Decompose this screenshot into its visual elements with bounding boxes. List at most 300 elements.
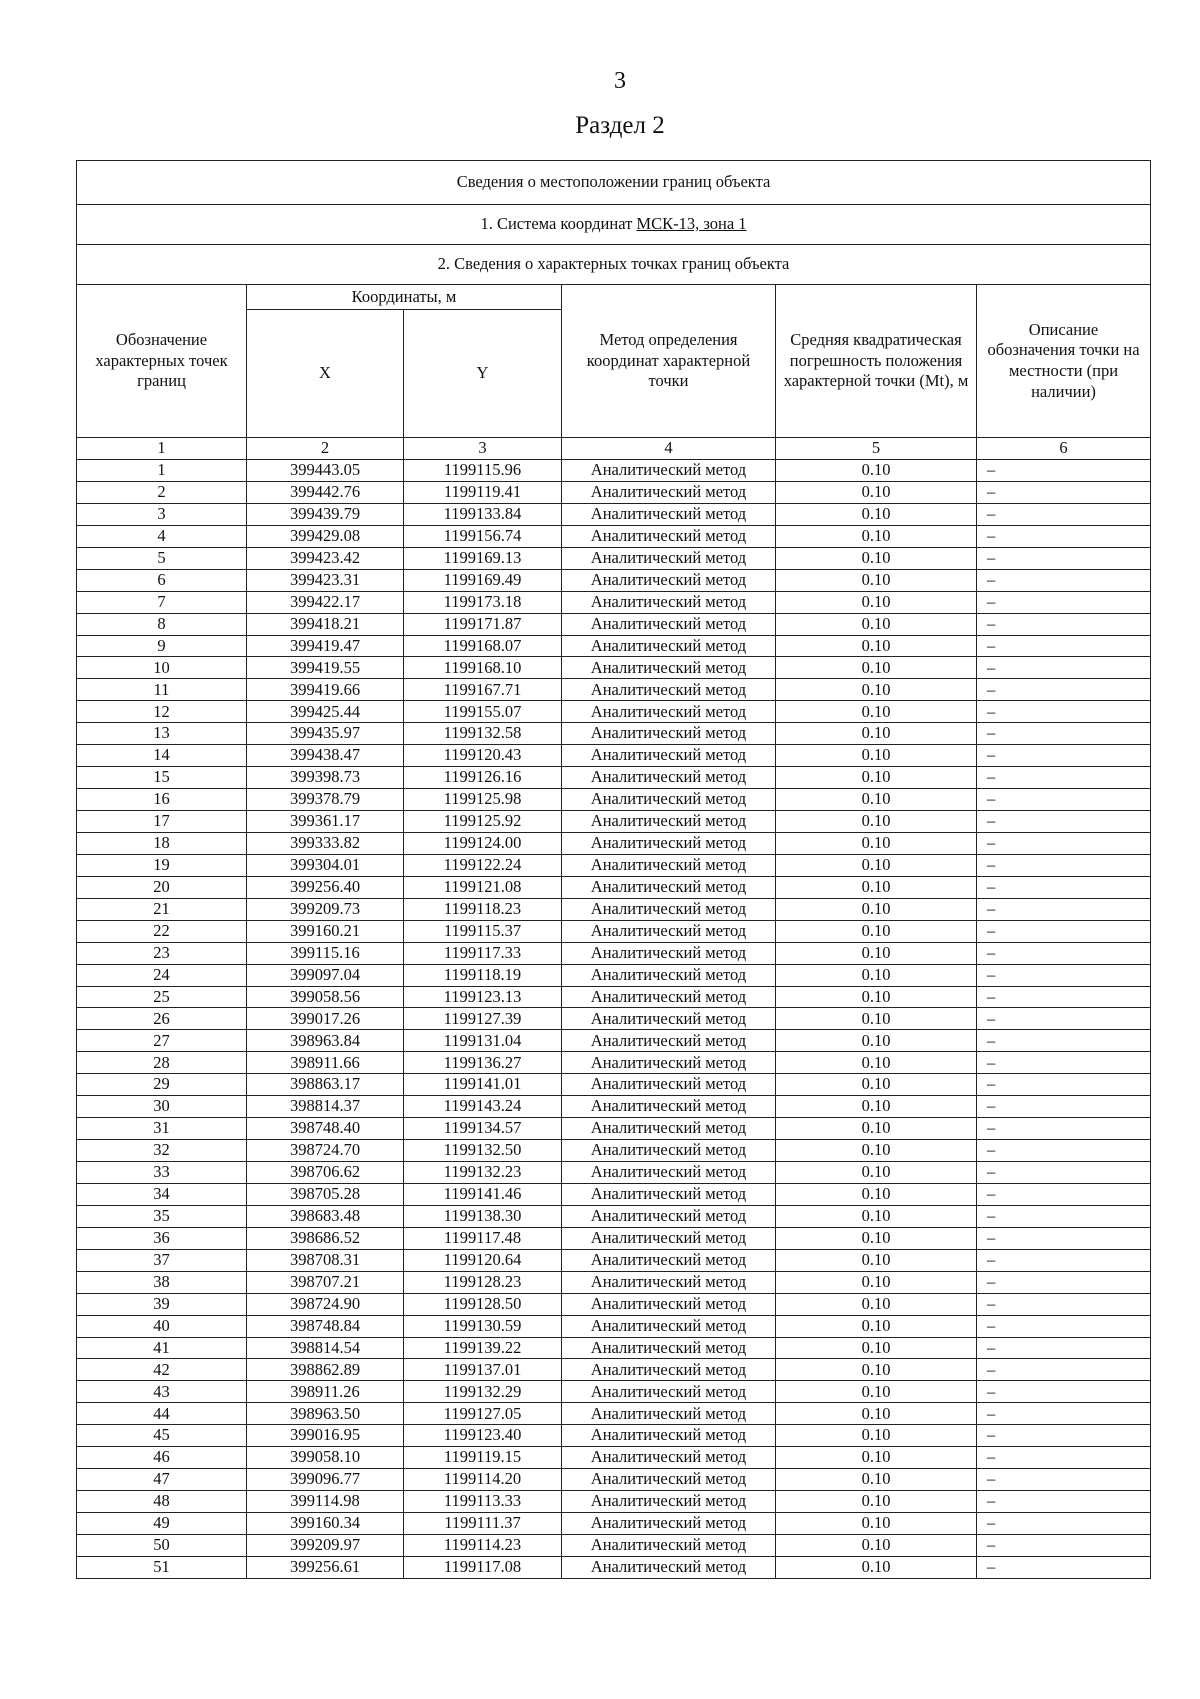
- method-cell: Аналитический метод: [562, 1556, 776, 1578]
- description-cell: –: [977, 789, 1151, 811]
- x-coordinate-cell: 399398.73: [247, 767, 404, 789]
- point-number-cell: 9: [77, 635, 247, 657]
- method-cell: Аналитический метод: [562, 876, 776, 898]
- method-cell: Аналитический метод: [562, 1491, 776, 1513]
- accuracy-cell: 0.10: [776, 942, 977, 964]
- table-row: [77, 745, 1151, 767]
- point-number-cell: 44: [77, 1403, 247, 1425]
- accuracy-cell: 0.10: [776, 964, 977, 986]
- point-number-cell: 2: [77, 481, 247, 503]
- x-coordinate-cell: 399115.16: [247, 942, 404, 964]
- header-accuracy: Средняя квадратическая погрешность положения характерной точки (Mt), м: [776, 285, 977, 438]
- x-coordinate-cell: 398911.66: [247, 1052, 404, 1074]
- accuracy-cell: 0.10: [776, 1513, 977, 1535]
- y-coordinate-cell: 1199127.39: [404, 1008, 562, 1030]
- point-number-cell: 31: [77, 1118, 247, 1140]
- table-row: [77, 1293, 1151, 1315]
- table-row: [77, 1271, 1151, 1293]
- accuracy-cell: 0.10: [776, 723, 977, 745]
- y-coordinate-cell: 1199155.07: [404, 701, 562, 723]
- y-coordinate-cell: 1199122.24: [404, 854, 562, 876]
- table-row: [77, 1140, 1151, 1162]
- x-coordinate-cell: 399256.61: [247, 1556, 404, 1578]
- y-coordinate-cell: 1199117.48: [404, 1227, 562, 1249]
- header-description: Описание обозначения точки на местности (при наличии): [977, 285, 1151, 438]
- point-number-cell: 48: [77, 1491, 247, 1513]
- description-cell: –: [977, 1425, 1151, 1447]
- accuracy-cell: 0.10: [776, 1205, 977, 1227]
- description-cell: –: [977, 1359, 1151, 1381]
- accuracy-cell: 0.10: [776, 1249, 977, 1271]
- accuracy-cell: 0.10: [776, 1315, 977, 1337]
- x-coordinate-cell: 398814.54: [247, 1337, 404, 1359]
- method-cell: Аналитический метод: [562, 1513, 776, 1535]
- x-coordinate-cell: 398748.40: [247, 1118, 404, 1140]
- description-cell: –: [977, 569, 1151, 591]
- column-number: 1: [77, 438, 247, 460]
- method-cell: Аналитический метод: [562, 1403, 776, 1425]
- point-number-cell: 43: [77, 1381, 247, 1403]
- column-number: 2: [247, 438, 404, 460]
- table-row: [77, 986, 1151, 1008]
- point-number-cell: 4: [77, 525, 247, 547]
- point-number-cell: 11: [77, 679, 247, 701]
- y-coordinate-cell: 1199171.87: [404, 613, 562, 635]
- y-coordinate-cell: 1199128.23: [404, 1271, 562, 1293]
- point-number-cell: 40: [77, 1315, 247, 1337]
- accuracy-cell: 0.10: [776, 1140, 977, 1162]
- y-coordinate-cell: 1199113.33: [404, 1491, 562, 1513]
- table-row: [77, 832, 1151, 854]
- y-coordinate-cell: 1199120.64: [404, 1249, 562, 1271]
- y-coordinate-cell: 1199134.57: [404, 1118, 562, 1140]
- table-row: [77, 1403, 1151, 1425]
- x-coordinate-cell: 399160.34: [247, 1513, 404, 1535]
- point-number-cell: 42: [77, 1359, 247, 1381]
- x-coordinate-cell: 399419.66: [247, 679, 404, 701]
- method-cell: Аналитический метод: [562, 811, 776, 833]
- method-cell: Аналитический метод: [562, 1205, 776, 1227]
- table-row: [77, 854, 1151, 876]
- table-row: [77, 964, 1151, 986]
- x-coordinate-cell: 398963.84: [247, 1030, 404, 1052]
- x-coordinate-cell: 398863.17: [247, 1074, 404, 1096]
- point-number-cell: 27: [77, 1030, 247, 1052]
- point-number-cell: 22: [77, 920, 247, 942]
- point-number-cell: 17: [77, 811, 247, 833]
- accuracy-cell: 0.10: [776, 569, 977, 591]
- method-cell: Аналитический метод: [562, 723, 776, 745]
- description-cell: –: [977, 679, 1151, 701]
- accuracy-cell: 0.10: [776, 1293, 977, 1315]
- x-coordinate-cell: 399209.97: [247, 1534, 404, 1556]
- description-cell: –: [977, 613, 1151, 635]
- x-coordinate-cell: 399443.05: [247, 460, 404, 482]
- header-x: X: [247, 310, 404, 438]
- y-coordinate-cell: 1199132.50: [404, 1140, 562, 1162]
- point-number-cell: 7: [77, 591, 247, 613]
- y-coordinate-cell: 1199119.15: [404, 1447, 562, 1469]
- y-coordinate-cell: 1199130.59: [404, 1315, 562, 1337]
- method-cell: Аналитический метод: [562, 547, 776, 569]
- y-coordinate-cell: 1199121.08: [404, 876, 562, 898]
- accuracy-cell: 0.10: [776, 657, 977, 679]
- method-cell: Аналитический метод: [562, 1315, 776, 1337]
- x-coordinate-cell: 399058.56: [247, 986, 404, 1008]
- table-row: [77, 1118, 1151, 1140]
- table-title: Сведения о местоположении границ объекта: [77, 161, 1151, 205]
- x-coordinate-cell: 398686.52: [247, 1227, 404, 1249]
- x-coordinate-cell: 399425.44: [247, 701, 404, 723]
- x-coordinate-cell: 399423.31: [247, 569, 404, 591]
- y-coordinate-cell: 1199167.71: [404, 679, 562, 701]
- accuracy-cell: 0.10: [776, 503, 977, 525]
- accuracy-cell: 0.10: [776, 481, 977, 503]
- accuracy-cell: 0.10: [776, 920, 977, 942]
- description-cell: –: [977, 811, 1151, 833]
- table-body: [77, 460, 1151, 1579]
- x-coordinate-cell: 399442.76: [247, 481, 404, 503]
- accuracy-cell: 0.10: [776, 1008, 977, 1030]
- point-number-cell: 24: [77, 964, 247, 986]
- point-number-cell: 10: [77, 657, 247, 679]
- accuracy-cell: 0.10: [776, 635, 977, 657]
- description-cell: –: [977, 1140, 1151, 1162]
- x-coordinate-cell: 398963.50: [247, 1403, 404, 1425]
- point-number-cell: 23: [77, 942, 247, 964]
- point-number-cell: 46: [77, 1447, 247, 1469]
- description-cell: –: [977, 591, 1151, 613]
- accuracy-cell: 0.10: [776, 1425, 977, 1447]
- point-number-cell: 51: [77, 1556, 247, 1578]
- method-cell: Аналитический метод: [562, 1534, 776, 1556]
- x-coordinate-cell: 399209.73: [247, 898, 404, 920]
- x-coordinate-cell: 399435.97: [247, 723, 404, 745]
- method-cell: Аналитический метод: [562, 789, 776, 811]
- table-row: [77, 613, 1151, 635]
- method-cell: Аналитический метод: [562, 1162, 776, 1184]
- y-coordinate-cell: 1199138.30: [404, 1205, 562, 1227]
- table-row: [77, 569, 1151, 591]
- table-row: [77, 898, 1151, 920]
- description-cell: –: [977, 503, 1151, 525]
- point-number-cell: 36: [77, 1227, 247, 1249]
- point-number-cell: 16: [77, 789, 247, 811]
- header-point-designation: Обозначение характерных точек границ: [77, 285, 247, 438]
- method-cell: Аналитический метод: [562, 657, 776, 679]
- table-row: [77, 876, 1151, 898]
- point-number-cell: 30: [77, 1096, 247, 1118]
- method-cell: Аналитический метод: [562, 1447, 776, 1469]
- description-cell: –: [977, 723, 1151, 745]
- x-coordinate-cell: 398814.37: [247, 1096, 404, 1118]
- table-row: [77, 1513, 1151, 1535]
- x-coordinate-cell: 399422.17: [247, 591, 404, 613]
- table-row: [77, 1162, 1151, 1184]
- method-cell: Аналитический метод: [562, 1140, 776, 1162]
- description-cell: –: [977, 1249, 1151, 1271]
- x-coordinate-cell: 398911.26: [247, 1381, 404, 1403]
- point-number-cell: 50: [77, 1534, 247, 1556]
- y-coordinate-cell: 1199118.23: [404, 898, 562, 920]
- table-row: [77, 920, 1151, 942]
- table-row: [77, 942, 1151, 964]
- header-coordinates: Координаты, м: [247, 285, 562, 310]
- y-coordinate-cell: 1199132.58: [404, 723, 562, 745]
- x-coordinate-cell: 399419.47: [247, 635, 404, 657]
- point-number-cell: 18: [77, 832, 247, 854]
- x-coordinate-cell: 399333.82: [247, 832, 404, 854]
- method-cell: Аналитический метод: [562, 920, 776, 942]
- method-cell: Аналитический метод: [562, 964, 776, 986]
- table-row: [77, 1425, 1151, 1447]
- method-cell: Аналитический метод: [562, 1381, 776, 1403]
- table-row: [77, 635, 1151, 657]
- method-cell: Аналитический метод: [562, 481, 776, 503]
- method-cell: Аналитический метод: [562, 613, 776, 635]
- table-row: [77, 525, 1151, 547]
- point-number-cell: 49: [77, 1513, 247, 1535]
- method-cell: Аналитический метод: [562, 1074, 776, 1096]
- method-cell: Аналитический метод: [562, 1096, 776, 1118]
- accuracy-cell: 0.10: [776, 1118, 977, 1140]
- point-number-cell: 5: [77, 547, 247, 569]
- description-cell: –: [977, 1030, 1151, 1052]
- coordinate-system-label: 1. Система координат: [480, 214, 637, 234]
- method-cell: Аналитический метод: [562, 986, 776, 1008]
- description-cell: –: [977, 1052, 1151, 1074]
- description-cell: –: [977, 1556, 1151, 1578]
- table-row: [77, 547, 1151, 569]
- method-cell: Аналитический метод: [562, 1469, 776, 1491]
- point-number-cell: 39: [77, 1293, 247, 1315]
- x-coordinate-cell: 399438.47: [247, 745, 404, 767]
- accuracy-cell: 0.10: [776, 986, 977, 1008]
- accuracy-cell: 0.10: [776, 1162, 977, 1184]
- description-cell: –: [977, 460, 1151, 482]
- y-coordinate-cell: 1199136.27: [404, 1052, 562, 1074]
- description-cell: –: [977, 942, 1151, 964]
- y-coordinate-cell: 1199131.04: [404, 1030, 562, 1052]
- method-cell: Аналитический метод: [562, 635, 776, 657]
- x-coordinate-cell: 399016.95: [247, 1425, 404, 1447]
- accuracy-cell: 0.10: [776, 547, 977, 569]
- table-row: [77, 679, 1151, 701]
- point-number-cell: 1: [77, 460, 247, 482]
- point-number-cell: 45: [77, 1425, 247, 1447]
- y-coordinate-cell: 1199125.98: [404, 789, 562, 811]
- x-coordinate-cell: 398724.70: [247, 1140, 404, 1162]
- table-row: [77, 1205, 1151, 1227]
- accuracy-cell: 0.10: [776, 1447, 977, 1469]
- table-row: [77, 460, 1151, 482]
- method-cell: Аналитический метод: [562, 854, 776, 876]
- y-coordinate-cell: 1199115.37: [404, 920, 562, 942]
- accuracy-cell: 0.10: [776, 1469, 977, 1491]
- y-coordinate-cell: 1199117.08: [404, 1556, 562, 1578]
- y-coordinate-cell: 1199114.20: [404, 1469, 562, 1491]
- x-coordinate-cell: 399423.42: [247, 547, 404, 569]
- x-coordinate-cell: 399160.21: [247, 920, 404, 942]
- x-coordinate-cell: 399058.10: [247, 1447, 404, 1469]
- accuracy-cell: 0.10: [776, 1227, 977, 1249]
- method-cell: Аналитический метод: [562, 1030, 776, 1052]
- x-coordinate-cell: 399378.79: [247, 789, 404, 811]
- table-row: [77, 1359, 1151, 1381]
- description-cell: –: [977, 1513, 1151, 1535]
- y-coordinate-cell: 1199169.13: [404, 547, 562, 569]
- header-y: Y: [404, 310, 562, 438]
- method-cell: Аналитический метод: [562, 1227, 776, 1249]
- table-row: [77, 1096, 1151, 1118]
- x-coordinate-cell: 399304.01: [247, 854, 404, 876]
- accuracy-cell: 0.10: [776, 854, 977, 876]
- point-number-cell: 28: [77, 1052, 247, 1074]
- accuracy-cell: 0.10: [776, 1030, 977, 1052]
- accuracy-cell: 0.10: [776, 1096, 977, 1118]
- table-row: [77, 767, 1151, 789]
- accuracy-cell: 0.10: [776, 525, 977, 547]
- y-coordinate-cell: 1199156.74: [404, 525, 562, 547]
- accuracy-cell: 0.10: [776, 767, 977, 789]
- table-row: [77, 1249, 1151, 1271]
- method-cell: Аналитический метод: [562, 1271, 776, 1293]
- column-number: 6: [977, 438, 1151, 460]
- method-cell: Аналитический метод: [562, 679, 776, 701]
- table-row: [77, 789, 1151, 811]
- method-cell: Аналитический метод: [562, 1249, 776, 1271]
- description-cell: –: [977, 1315, 1151, 1337]
- column-number: 5: [776, 438, 977, 460]
- y-coordinate-cell: 1199141.01: [404, 1074, 562, 1096]
- x-coordinate-cell: 399096.77: [247, 1469, 404, 1491]
- method-cell: Аналитический метод: [562, 591, 776, 613]
- method-cell: Аналитический метод: [562, 1359, 776, 1381]
- method-cell: Аналитический метод: [562, 1052, 776, 1074]
- description-cell: –: [977, 701, 1151, 723]
- description-cell: –: [977, 898, 1151, 920]
- method-cell: Аналитический метод: [562, 942, 776, 964]
- table-row: [77, 1030, 1151, 1052]
- description-cell: –: [977, 920, 1151, 942]
- method-cell: Аналитический метод: [562, 767, 776, 789]
- accuracy-cell: 0.10: [776, 1534, 977, 1556]
- y-coordinate-cell: 1199169.49: [404, 569, 562, 591]
- description-cell: –: [977, 1096, 1151, 1118]
- accuracy-cell: 0.10: [776, 811, 977, 833]
- method-cell: Аналитический метод: [562, 460, 776, 482]
- point-number-cell: 33: [77, 1162, 247, 1184]
- accuracy-cell: 0.10: [776, 1271, 977, 1293]
- point-number-cell: 38: [77, 1271, 247, 1293]
- point-number-cell: 21: [77, 898, 247, 920]
- x-coordinate-cell: 398862.89: [247, 1359, 404, 1381]
- description-cell: –: [977, 1118, 1151, 1140]
- description-cell: –: [977, 854, 1151, 876]
- x-coordinate-cell: 398708.31: [247, 1249, 404, 1271]
- method-cell: Аналитический метод: [562, 525, 776, 547]
- method-cell: Аналитический метод: [562, 1183, 776, 1205]
- y-coordinate-cell: 1199120.43: [404, 745, 562, 767]
- x-coordinate-cell: 399114.98: [247, 1491, 404, 1513]
- description-cell: –: [977, 657, 1151, 679]
- accuracy-cell: 0.10: [776, 679, 977, 701]
- table-row: [77, 723, 1151, 745]
- accuracy-cell: 0.10: [776, 1403, 977, 1425]
- x-coordinate-cell: 399256.40: [247, 876, 404, 898]
- x-coordinate-cell: 399097.04: [247, 964, 404, 986]
- description-cell: –: [977, 1534, 1151, 1556]
- accuracy-cell: 0.10: [776, 876, 977, 898]
- y-coordinate-cell: 1199137.01: [404, 1359, 562, 1381]
- table-row: [77, 1074, 1151, 1096]
- table-row: [77, 1534, 1151, 1556]
- description-cell: –: [977, 876, 1151, 898]
- accuracy-cell: 0.10: [776, 1556, 977, 1578]
- x-coordinate-cell: 398706.62: [247, 1162, 404, 1184]
- description-cell: –: [977, 1227, 1151, 1249]
- description-cell: –: [977, 1403, 1151, 1425]
- point-number-cell: 26: [77, 1008, 247, 1030]
- x-coordinate-cell: 398683.48: [247, 1205, 404, 1227]
- accuracy-cell: 0.10: [776, 1052, 977, 1074]
- table-row: [77, 503, 1151, 525]
- y-coordinate-cell: 1199143.24: [404, 1096, 562, 1118]
- y-coordinate-cell: 1199132.29: [404, 1381, 562, 1403]
- description-cell: –: [977, 1271, 1151, 1293]
- y-coordinate-cell: 1199127.05: [404, 1403, 562, 1425]
- description-cell: –: [977, 964, 1151, 986]
- points-caption: 2. Сведения о характерных точках границ объекта: [77, 245, 1151, 285]
- accuracy-cell: 0.10: [776, 745, 977, 767]
- table-row: [77, 1337, 1151, 1359]
- x-coordinate-cell: 399419.55: [247, 657, 404, 679]
- y-coordinate-cell: 1199117.33: [404, 942, 562, 964]
- point-number-cell: 34: [77, 1183, 247, 1205]
- y-coordinate-cell: 1199133.84: [404, 503, 562, 525]
- x-coordinate-cell: 398724.90: [247, 1293, 404, 1315]
- x-coordinate-cell: 398705.28: [247, 1183, 404, 1205]
- coordinate-system-value: МСК-13, зона 1: [636, 214, 747, 234]
- y-coordinate-cell: 1199123.13: [404, 986, 562, 1008]
- method-cell: Аналитический метод: [562, 569, 776, 591]
- method-cell: Аналитический метод: [562, 701, 776, 723]
- accuracy-cell: 0.10: [776, 832, 977, 854]
- x-coordinate-cell: 398748.84: [247, 1315, 404, 1337]
- header-method: Метод определения координат характерной точки: [562, 285, 776, 438]
- accuracy-cell: 0.10: [776, 613, 977, 635]
- y-coordinate-cell: 1199173.18: [404, 591, 562, 613]
- description-cell: –: [977, 525, 1151, 547]
- coordinate-system-line: [77, 205, 1151, 245]
- method-cell: Аналитический метод: [562, 1008, 776, 1030]
- point-number-cell: 25: [77, 986, 247, 1008]
- description-cell: –: [977, 1469, 1151, 1491]
- table-row: [77, 1227, 1151, 1249]
- column-number: 4: [562, 438, 776, 460]
- method-cell: Аналитический метод: [562, 1293, 776, 1315]
- point-number-cell: 20: [77, 876, 247, 898]
- description-cell: –: [977, 1293, 1151, 1315]
- y-coordinate-cell: 1199126.16: [404, 767, 562, 789]
- point-number-cell: 37: [77, 1249, 247, 1271]
- method-cell: Аналитический метод: [562, 1337, 776, 1359]
- accuracy-cell: 0.10: [776, 1183, 977, 1205]
- accuracy-cell: 0.10: [776, 591, 977, 613]
- table-row: [77, 1469, 1151, 1491]
- point-number-cell: 47: [77, 1469, 247, 1491]
- y-coordinate-cell: 1199128.50: [404, 1293, 562, 1315]
